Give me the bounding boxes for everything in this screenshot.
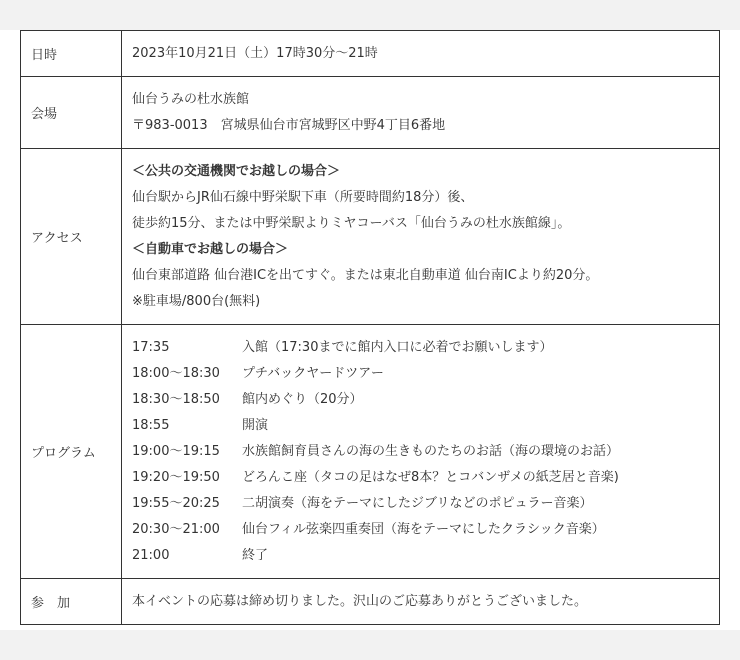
schedule-desc: 館内めぐり（20分） (242, 391, 363, 407)
public-transport-line-1: 仙台駅からJR仙石線中野栄駅下車（所要時間約18分）後、 (132, 189, 474, 205)
date-label: 日時 (21, 31, 122, 77)
schedule-time: 17:35 (132, 339, 170, 355)
car-line: 仙台東部道路 仙台港ICを出てすぐ。または東北自動車道 仙台南ICより約20分。 (132, 267, 599, 283)
schedule-time: 19:55〜20:25 (132, 495, 220, 511)
schedule-item (132, 439, 709, 465)
schedule-item (132, 413, 709, 439)
row-program (21, 325, 720, 579)
event-info-table (20, 30, 720, 625)
program-value (122, 325, 720, 579)
row-access (21, 149, 720, 325)
parking-note: ※駐車場/800台(無料) (132, 293, 261, 309)
access-value (122, 149, 720, 325)
schedule-time: 21:00 (132, 547, 170, 563)
row-date (21, 31, 720, 77)
schedule-time: 18:55 (132, 417, 170, 433)
participation-text: 本イベントの応募は締め切りました。沢山のご応募ありがとうございました。 (132, 593, 588, 609)
schedule-desc: 仙台フィル弦楽四重奏団（海をテーマにしたクラシック音楽） (242, 521, 605, 537)
row-venue (21, 77, 720, 149)
public-transport-line-2: 徒歩約15分、または中野栄駅よりミヤコーバス「仙台うみの杜水族館線」。 (132, 215, 571, 231)
car-heading: ＜自動車でお越しの場合＞ (132, 241, 289, 257)
schedule-item (132, 335, 709, 361)
schedule-desc: 水族館飼育員さんの海の生きものたちのお話（海の環境のお話） (242, 443, 620, 459)
venue-value (122, 77, 720, 149)
schedule-desc: どろんこ座（タコの足はなぜ8本？とコバンザメの紙芝居と音楽) (242, 469, 619, 485)
venue-address: 〒983-0013 宮城県仙台市宮城野区中野4丁目6番地 (132, 117, 446, 133)
schedule-time: 19:20〜19:50 (132, 469, 220, 485)
schedule-item (132, 361, 709, 387)
schedule-desc: 二胡演奏（海をテーマにしたジブリなどのポピュラー音楽） (242, 495, 593, 511)
participation-label: 参 加 (21, 579, 122, 625)
schedule-time: 18:00〜18:30 (132, 365, 220, 381)
date-value (122, 31, 720, 77)
access-label: アクセス (21, 149, 122, 325)
schedule-item (132, 387, 709, 413)
schedule-time: 18:30〜18:50 (132, 391, 220, 407)
schedule-desc: 終了 (242, 547, 269, 563)
schedule-item (132, 491, 709, 517)
public-transport-heading: ＜公共の交通機関でお越しの場合＞ (132, 163, 341, 179)
row-participation (21, 579, 720, 625)
venue-label: 会場 (21, 77, 122, 149)
program-label: プログラム (21, 325, 122, 579)
schedule-desc: 開演 (242, 417, 269, 433)
schedule-item (132, 543, 709, 569)
page (0, 30, 740, 630)
venue-name: 仙台うみの杜水族館 (132, 91, 250, 107)
schedule-desc: 入館（17:30までに館内入口に必着でお願いします） (242, 339, 553, 355)
schedule-item (132, 465, 709, 491)
schedule-desc: プチバックヤードツアー (242, 365, 384, 381)
schedule-time: 20:30〜21:00 (132, 521, 220, 537)
date-text: 2023年10月21日（土）17時30分〜21時 (132, 45, 378, 61)
participation-value (122, 579, 720, 625)
schedule-item (132, 517, 709, 543)
schedule-time: 19:00〜19:15 (132, 443, 220, 459)
